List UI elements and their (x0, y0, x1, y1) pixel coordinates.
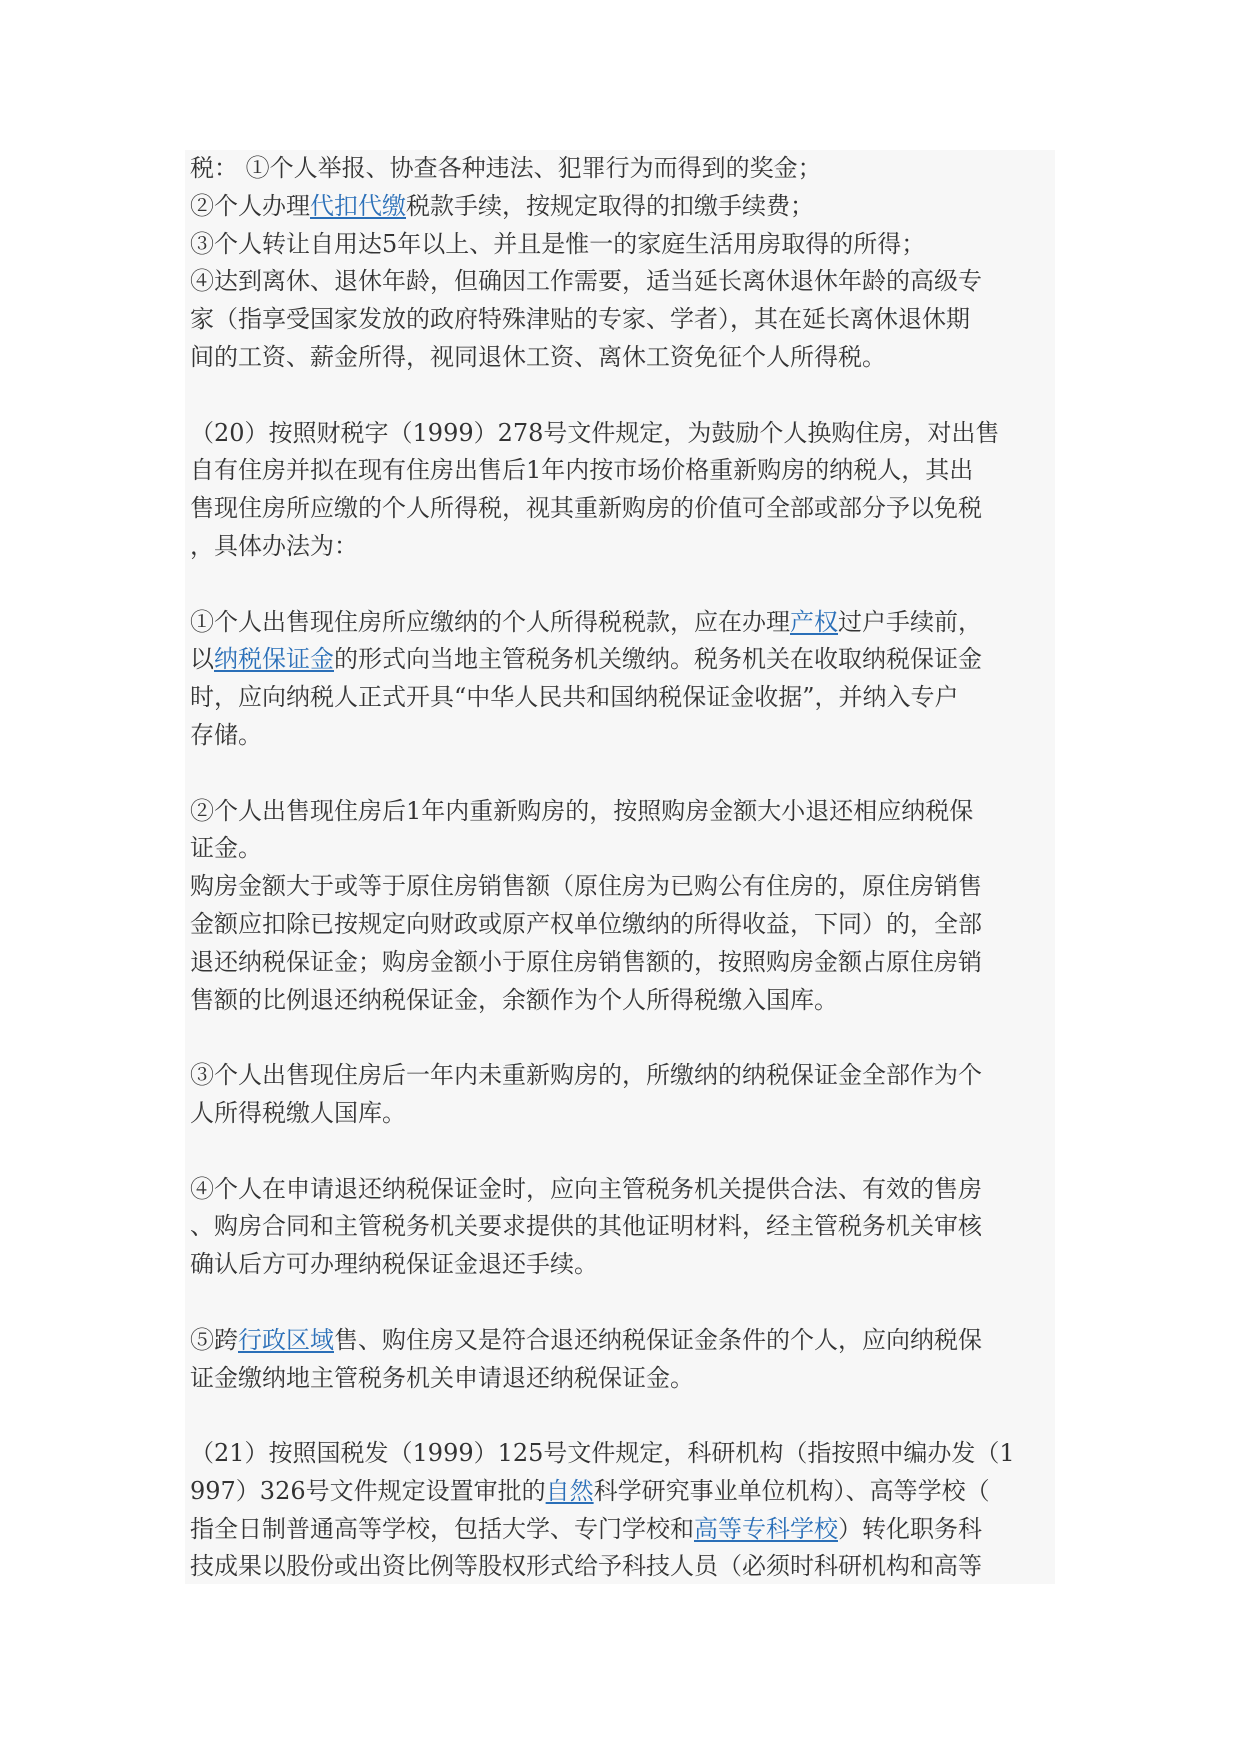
text-line (190, 1435, 1050, 1473)
text-line (190, 906, 1050, 944)
text-line (190, 1095, 1050, 1133)
text-line (190, 1360, 1050, 1398)
text-run: 科学研究事业单位机构）、高等学校（ (593, 1476, 990, 1505)
text-run: ①个人出售现住房所应缴纳的个人所得税税款，应在办理 (190, 607, 790, 636)
text-run: 997）326号文件规定设置审批的 (190, 1476, 546, 1505)
text-run: 时，应向纳税人正式开具“中华人民共和国纳税保证金收据”，并纳入专户 (190, 683, 959, 712)
text-run: 存储。 (190, 720, 262, 749)
hyperlink[interactable]: 行政区域 (238, 1325, 334, 1354)
text-run: ，具体办法为： (190, 531, 358, 560)
paragraph-gap (190, 1019, 1050, 1057)
text-run: 、购房合同和主管税务机关要求提供的其他证明材料，经主管税务机关审核 (190, 1212, 982, 1241)
text-run: 家（指享受国家发放的政府特殊津贴的专家、学者），其在延长离休退休期 (190, 305, 970, 334)
text-run: ④达到离休、退休年龄，但确因工作需要，适当延长离休退休年龄的高级专 (190, 267, 982, 296)
text-line (190, 528, 1050, 566)
text-run: ③个人出售现住房后一年内未重新购房的，所缴纳的纳税保证金全部作为个 (190, 1061, 982, 1090)
document-content-block (185, 150, 1055, 1584)
text-run: 证金缴纳地主管税务机关申请退还纳税保证金。 (190, 1363, 694, 1392)
paragraph-gap (190, 377, 1050, 415)
paragraph-item-20-3 (190, 1057, 1050, 1133)
text-run: 指全日制普通高等学校，包括大学、专门学校和 (190, 1514, 694, 1543)
text-run: 证金。 (190, 834, 262, 863)
text-run: ②个人办理 (190, 191, 310, 220)
text-line (190, 1246, 1050, 1284)
text-run: 技成果以股份或出资比例等股权形式给予科技人员（必须时科研机构和高等 (190, 1552, 982, 1581)
text-run: 间的工资、薪金所得，视同退休工资、离休工资免征个人所得税。 (190, 342, 886, 371)
text-line (190, 226, 1050, 264)
text-line (190, 868, 1050, 906)
text-line (190, 717, 1050, 755)
text-run: 购房金额大于或等于原住房销售额（原住房为已购公有住房的，原住房销售 (190, 872, 982, 901)
paragraph-gap (190, 755, 1050, 793)
text-run: 的形式向当地主管税务机关缴纳。税务机关在收取纳税保证金 (334, 645, 982, 674)
paragraph-exempt-items-tail (190, 150, 1050, 377)
text-run: ⑤跨 (190, 1325, 238, 1354)
paragraph-gap (190, 1397, 1050, 1435)
paragraph-gap (190, 1133, 1050, 1171)
text-run: （21）按照国税发（1999）125号文件规定，科研机构（指按照中编办发（1 (190, 1439, 1015, 1468)
hyperlink[interactable]: 纳税保证金 (214, 645, 334, 674)
paragraph-gap (190, 566, 1050, 604)
text-run: ）转化职务科 (838, 1514, 982, 1543)
text-run: 税款手续，按规定取得的扣缴手续费； (406, 191, 814, 220)
text-line (190, 982, 1050, 1020)
text-line (190, 1171, 1050, 1209)
paragraph-gap (190, 1284, 1050, 1322)
text-line (190, 1057, 1050, 1095)
text-run: 过户手续前， (838, 607, 982, 636)
text-line (190, 415, 1050, 453)
hyperlink[interactable]: 高等专科学校 (694, 1514, 838, 1543)
text-run: ④个人在申请退还纳税保证金时，应向主管税务机关提供合法、有效的售房 (190, 1174, 982, 1203)
text-line (190, 301, 1050, 339)
text-line (190, 1322, 1050, 1360)
paragraph-item-20-5 (190, 1322, 1050, 1398)
text-run: 税： ①个人举报、协查各种违法、犯罪行为而得到的奖金； (190, 154, 822, 182)
text-line (190, 604, 1050, 642)
text-line (190, 150, 1050, 188)
text-run: 确认后方可办理纳税保证金退还手续。 (190, 1250, 598, 1279)
hyperlink[interactable]: 产权 (790, 607, 838, 636)
text-run: 售、购住房又是符合退还纳税保证金条件的个人，应向纳税保 (334, 1325, 982, 1354)
text-line (190, 263, 1050, 301)
document-text (190, 150, 1050, 1586)
text-line (190, 679, 1050, 717)
text-line (190, 944, 1050, 982)
paragraph-item-20-1 (190, 604, 1050, 755)
hyperlink[interactable]: 自然 (545, 1476, 594, 1505)
paragraph-item-20-4 (190, 1171, 1050, 1284)
text-line (190, 793, 1050, 831)
text-line (190, 452, 1050, 490)
text-run: （20）按照财税字（1999）278号文件规定，为鼓励个人换购住房，对出售 (190, 418, 1000, 447)
text-line (190, 641, 1050, 679)
text-run: 自有住房并拟在现有住房出售后1年内按市场价格重新购房的纳税人，其出 (190, 456, 974, 485)
paragraph-item-21 (190, 1435, 1050, 1586)
text-line (190, 830, 1050, 868)
text-run: ③个人转让自用达5年以上、并且是惟一的家庭生活用房取得的所得； (190, 229, 926, 258)
text-line (190, 490, 1050, 528)
text-run: ②个人出售现住房后1年内重新购房的，按照购房金额大小退还相应纳税保 (190, 796, 974, 825)
text-run: 以 (190, 645, 214, 674)
hyperlink[interactable]: 代扣代缴 (310, 191, 406, 220)
text-line (190, 188, 1050, 226)
text-run: 人所得税缴人国库。 (190, 1098, 406, 1127)
text-line (190, 1473, 1050, 1511)
text-run: 售额的比例退还纳税保证金，余额作为个人所得税缴入国库。 (190, 985, 838, 1014)
text-line (190, 1208, 1050, 1246)
text-run: 退还纳税保证金；购房金额小于原住房销售额的，按照购房金额占原住房销 (190, 947, 982, 976)
text-line (190, 339, 1050, 377)
text-line (190, 1511, 1050, 1549)
text-run: 金额应扣除已按规定向财政或原产权单位缴纳的所得收益，下同）的，全部 (190, 909, 982, 938)
text-run: 售现住房所应缴的个人所得税，视其重新购房的价值可全部或部分予以免税 (190, 494, 982, 523)
paragraph-item-20-2 (190, 793, 1050, 1020)
paragraph-item-20 (190, 415, 1050, 566)
text-line (190, 1548, 1050, 1586)
